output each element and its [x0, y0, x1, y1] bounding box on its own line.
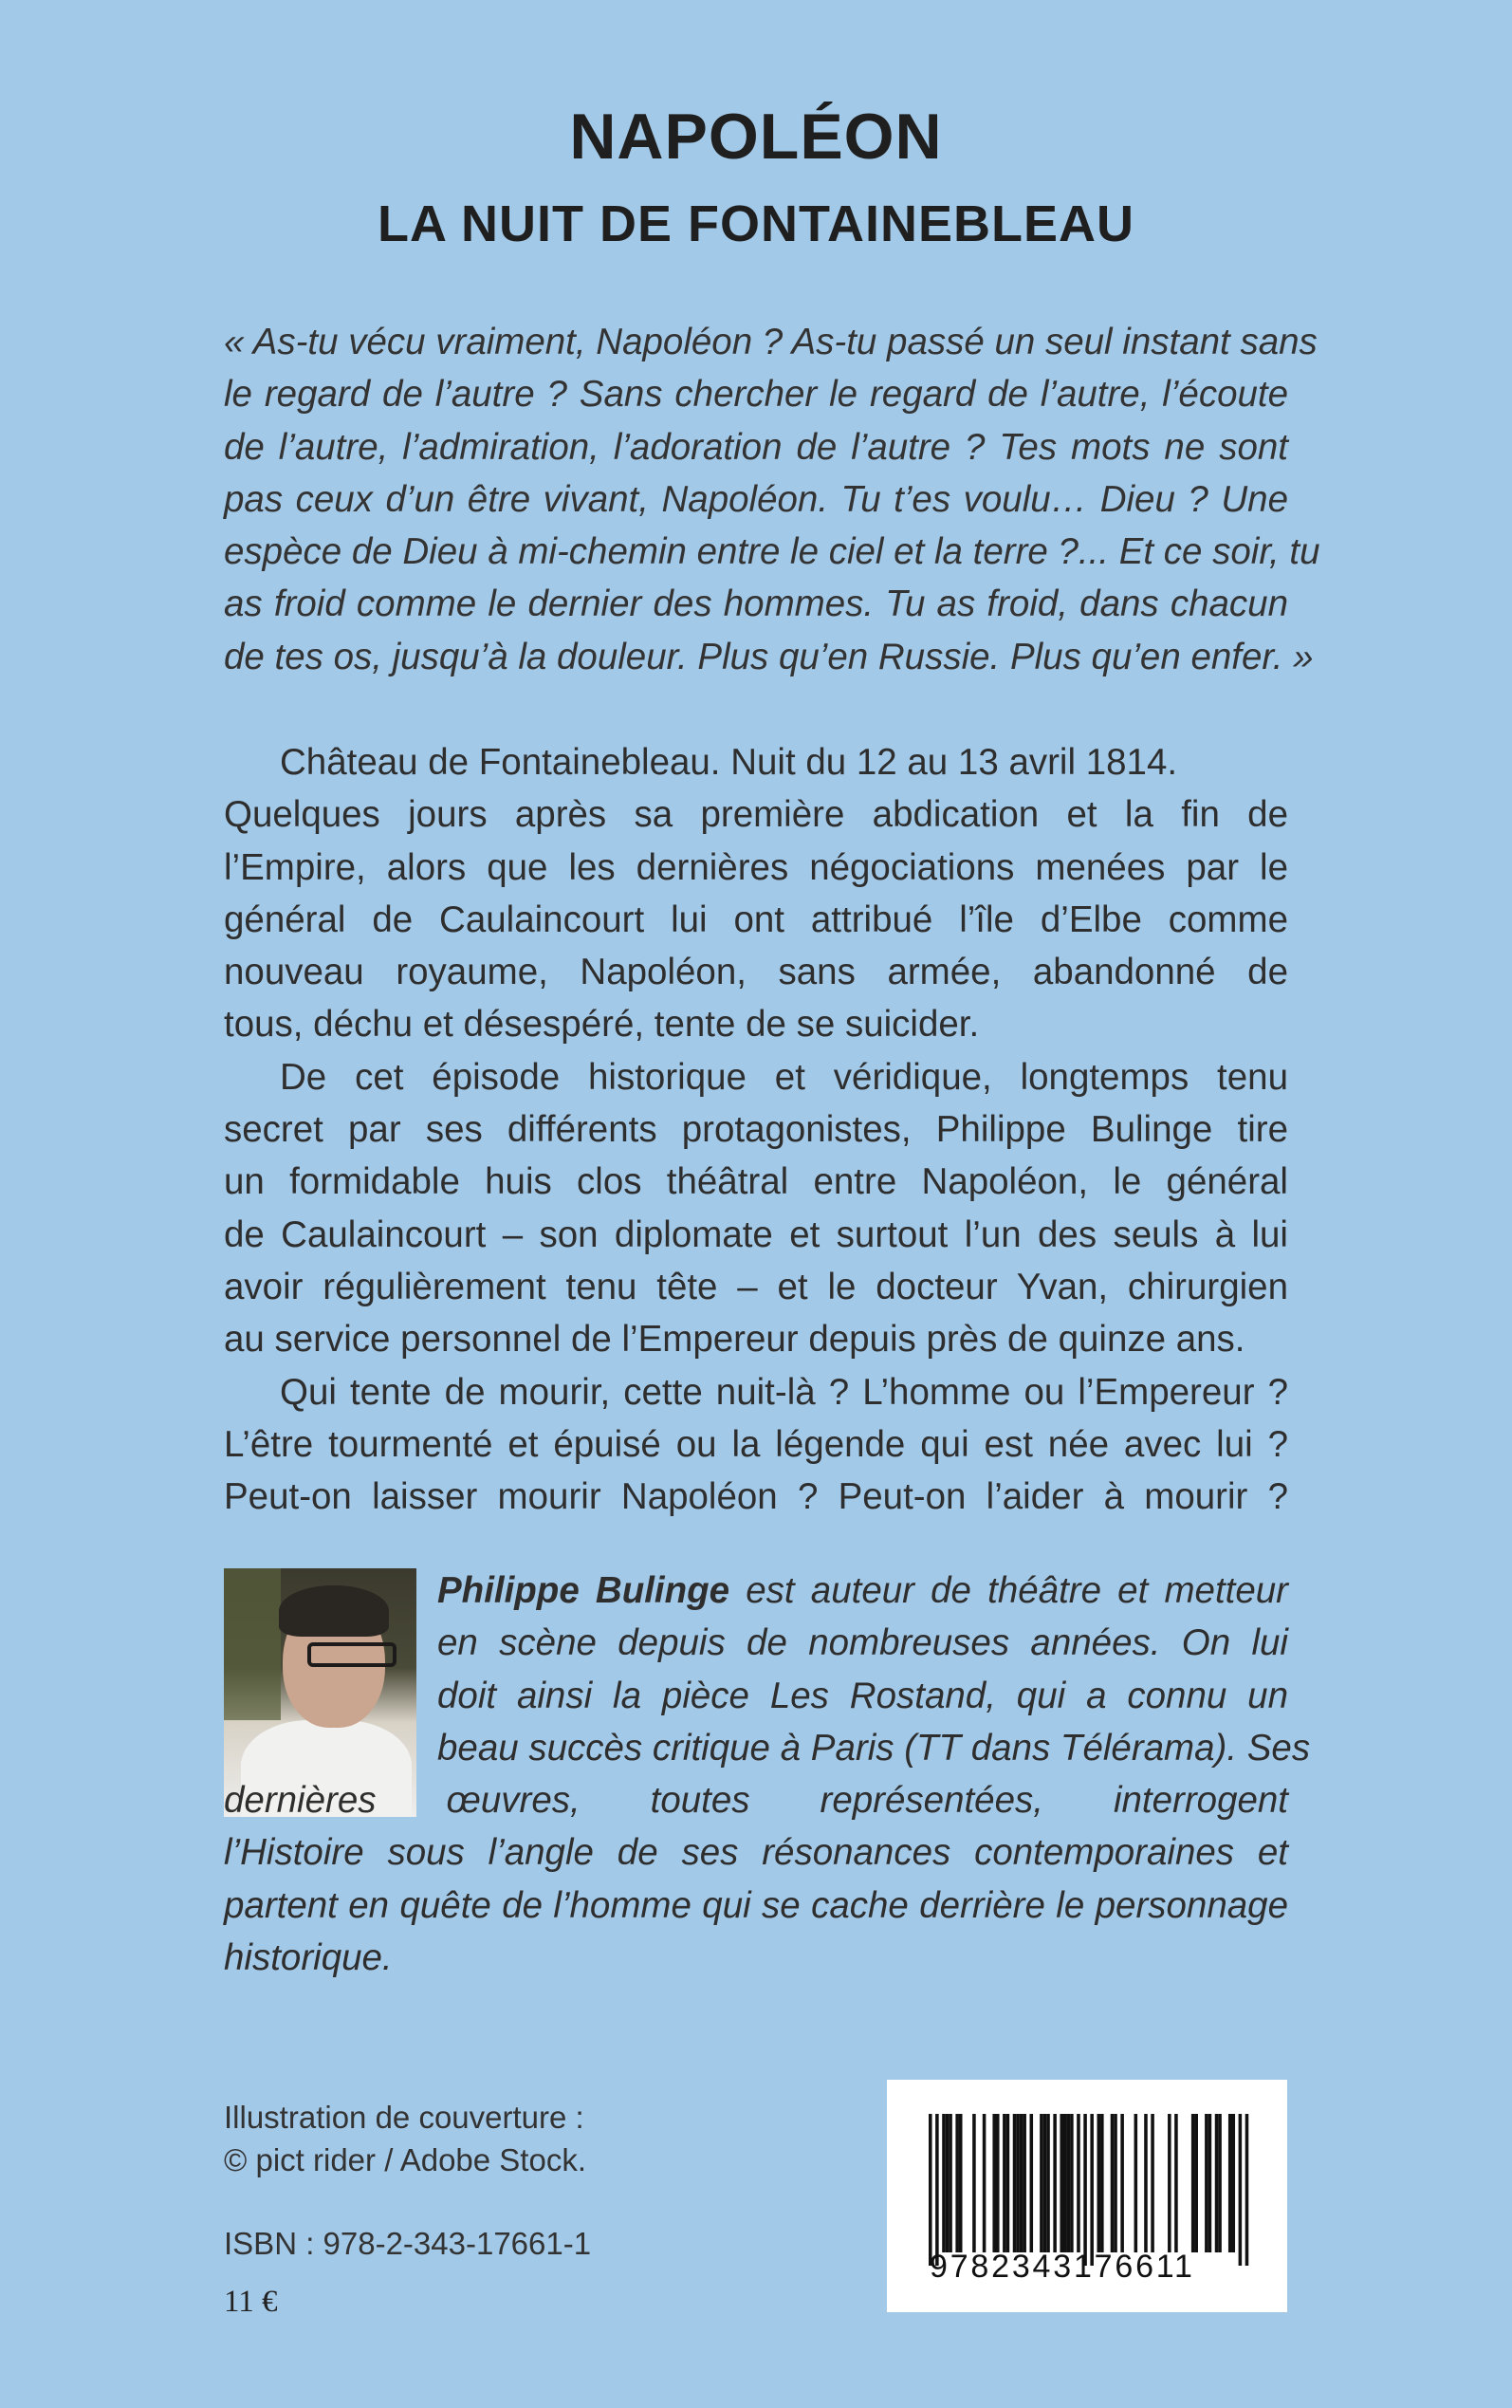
barcode-bar — [1208, 2114, 1212, 2252]
barcode-bar — [1120, 2114, 1124, 2252]
price-text: 11 € — [224, 2285, 278, 2319]
barcode-bar — [935, 2114, 939, 2266]
credits-line: Illustration de couverture : — [224, 2100, 584, 2135]
barcode-bar — [1063, 2114, 1067, 2252]
quote-line: espèce de Dieu à mi-chemin entre le ciel et la terre ?... Et ce soir, tu — [224, 531, 1320, 573]
author-bio — [224, 1565, 1311, 1984]
author-bio-line: beau succès critique à Paris (TT dans Télérama). Ses — [437, 1727, 1311, 1769]
summary-line: de Caulaincourt – son diplomate et surtout l’un des seuls à lui — [224, 1213, 1288, 1255]
barcode-bar — [1053, 2114, 1057, 2252]
barcode-bar — [1174, 2114, 1178, 2252]
summary-line: secret par ses différents protagonistes, Philippe Bulinge tire — [224, 1109, 1288, 1151]
author-bio-line: partent en quête de l’homme qui se cache derrière le personnage — [224, 1884, 1288, 1926]
barcode-bar — [983, 2114, 986, 2252]
author-bio-line: l’Histoire sous l’angle de ses résonances contemporaines et — [224, 1832, 1288, 1874]
barcode-bar — [1114, 2114, 1117, 2252]
barcode-bar — [1194, 2114, 1198, 2252]
barcode-bar — [1040, 2114, 1043, 2252]
author-bio-line: en scène depuis de nombreuses années. On lui — [437, 1622, 1288, 1664]
barcode-bar — [1046, 2114, 1050, 2252]
barcode-bar — [949, 2114, 952, 2252]
summary-line: nouveau royaume, Napoléon, sans armée, abandonné de — [224, 952, 1288, 993]
barcode-bar — [1218, 2114, 1222, 2252]
author-bio-line: dernières œuvres, toutes représentées, interrogent — [224, 1780, 1288, 1822]
author-bio-line: Philippe Bulinge est auteur de théâtre et metteur — [437, 1570, 1288, 1611]
barcode-bar — [942, 2114, 946, 2252]
barcode-bar — [1083, 2114, 1087, 2266]
barcode-bar — [1016, 2114, 1020, 2252]
barcode-bar — [1245, 2114, 1249, 2266]
barcode-bar — [1215, 2114, 1219, 2252]
barcode-bar — [1006, 2114, 1010, 2252]
barcode-bar — [1090, 2114, 1094, 2266]
barcode-bar — [1077, 2114, 1080, 2252]
cover-credits — [224, 2096, 586, 2181]
barcode-bar — [1134, 2114, 1138, 2252]
summary-line: un formidable huis clos théâtral entre Napoléon, le général — [224, 1161, 1288, 1203]
summary-line: Quelques jours après sa première abdication et la fin de — [224, 794, 1288, 836]
isbn-text: ISBN : 978-2-343-17661-1 — [224, 2226, 592, 2261]
barcode-bar — [1239, 2114, 1243, 2266]
summary-line: L’être tourmenté et épuisé ou la légende qui est née avec lui ? — [224, 1423, 1288, 1465]
barcode-bar — [972, 2114, 976, 2252]
summary-line: au service personnel de l’Empereur depuis près de quinze ans. — [224, 1319, 1245, 1361]
barcode-bar — [1020, 2114, 1023, 2252]
author-bio-line: doit ainsi la pièce Les Rostand, qui a connu un — [437, 1675, 1288, 1716]
credits-line: © pict rider / Adobe Stock. — [224, 2142, 586, 2177]
barcode-digits: 9782343176611 — [930, 2249, 1195, 2285]
quote-line: « As-tu vécu vraiment, Napoléon ? As-tu passé un seul instant sans — [224, 322, 1318, 362]
barcode-bar — [959, 2114, 963, 2252]
barcode-bar — [1070, 2114, 1074, 2252]
quote-line: de tes os, jusqu’à la douleur. Plus qu’en Russie. Plus qu’en enfer. » — [224, 636, 1314, 677]
author-name: Philippe Bulinge — [437, 1570, 730, 1611]
barcode-bar — [1023, 2114, 1026, 2252]
summary-block — [224, 736, 1288, 1523]
barcode-bar — [1067, 2114, 1071, 2252]
barcode-bar — [1111, 2114, 1115, 2252]
barcode-bar — [1151, 2114, 1154, 2252]
book-subtitle: LA NUIT DE FONTAINEBLEAU — [378, 195, 1134, 252]
barcode-bar — [1144, 2114, 1148, 2252]
barcode-bar — [1043, 2114, 1047, 2252]
barcode-bar — [1097, 2114, 1101, 2252]
barcode-bar — [1205, 2114, 1208, 2252]
barcode-bar — [929, 2114, 932, 2266]
barcode-bar — [992, 2114, 996, 2252]
barcode-bar — [1228, 2114, 1232, 2252]
barcode-bar — [1100, 2114, 1104, 2252]
barcode-bar — [1168, 2114, 1171, 2252]
author-bio-line: historique. — [224, 1937, 393, 1979]
summary-line: Peut-on laisser mourir Napoléon ? Peut-on l’aider à mourir ? — [224, 1476, 1288, 1518]
barcode-bar — [1232, 2114, 1236, 2252]
barcode-bar — [1060, 2114, 1063, 2252]
quote-block — [224, 316, 1320, 683]
summary-line: tous, déchu et désespéré, tente de se suicider. — [224, 1004, 980, 1046]
barcode — [887, 2080, 1287, 2312]
quote-line: as froid comme le dernier des hommes. Tu as froid, dans chacun — [224, 583, 1288, 625]
quote-line: le regard de l’autre ? Sans chercher le regard de l’autre, l’écoute — [224, 374, 1288, 416]
barcode-bar — [1030, 2114, 1034, 2252]
quote-line: pas ceux d’un être vivant, Napoléon. Tu t’es voulu… Dieu ? Une — [224, 478, 1288, 520]
barcode-bar — [955, 2114, 959, 2252]
barcode-bar — [1003, 2114, 1006, 2252]
summary-line: l’Empire, alors que les dernières négociations menées par le — [224, 846, 1288, 888]
summary-line: avoir régulièrement tenu tête – et le docteur Yvan, chirurgien — [224, 1266, 1288, 1307]
summary-line: Château de Fontainebleau. Nuit du 12 au 13 avril 1814. — [280, 742, 1178, 783]
summary-line: Qui tente de mourir, cette nuit-là ? L’homme ou l’Empereur ? — [280, 1371, 1288, 1413]
quote-line: de l’autre, l’admiration, l’adoration de l’autre ? Tes mots ne sont — [224, 426, 1288, 468]
book-title: NAPOLÉON — [569, 101, 943, 173]
summary-line: De cet épisode historique et véridique, longtemps tenu — [280, 1056, 1288, 1098]
barcode-bar — [1191, 2114, 1195, 2252]
barcode-bar — [996, 2114, 1000, 2252]
barcode-bar — [1013, 2114, 1017, 2252]
summary-line: général de Caulaincourt lui ont attribué l’île d’Elbe comme — [224, 898, 1288, 940]
barcode-bar — [946, 2114, 950, 2252]
